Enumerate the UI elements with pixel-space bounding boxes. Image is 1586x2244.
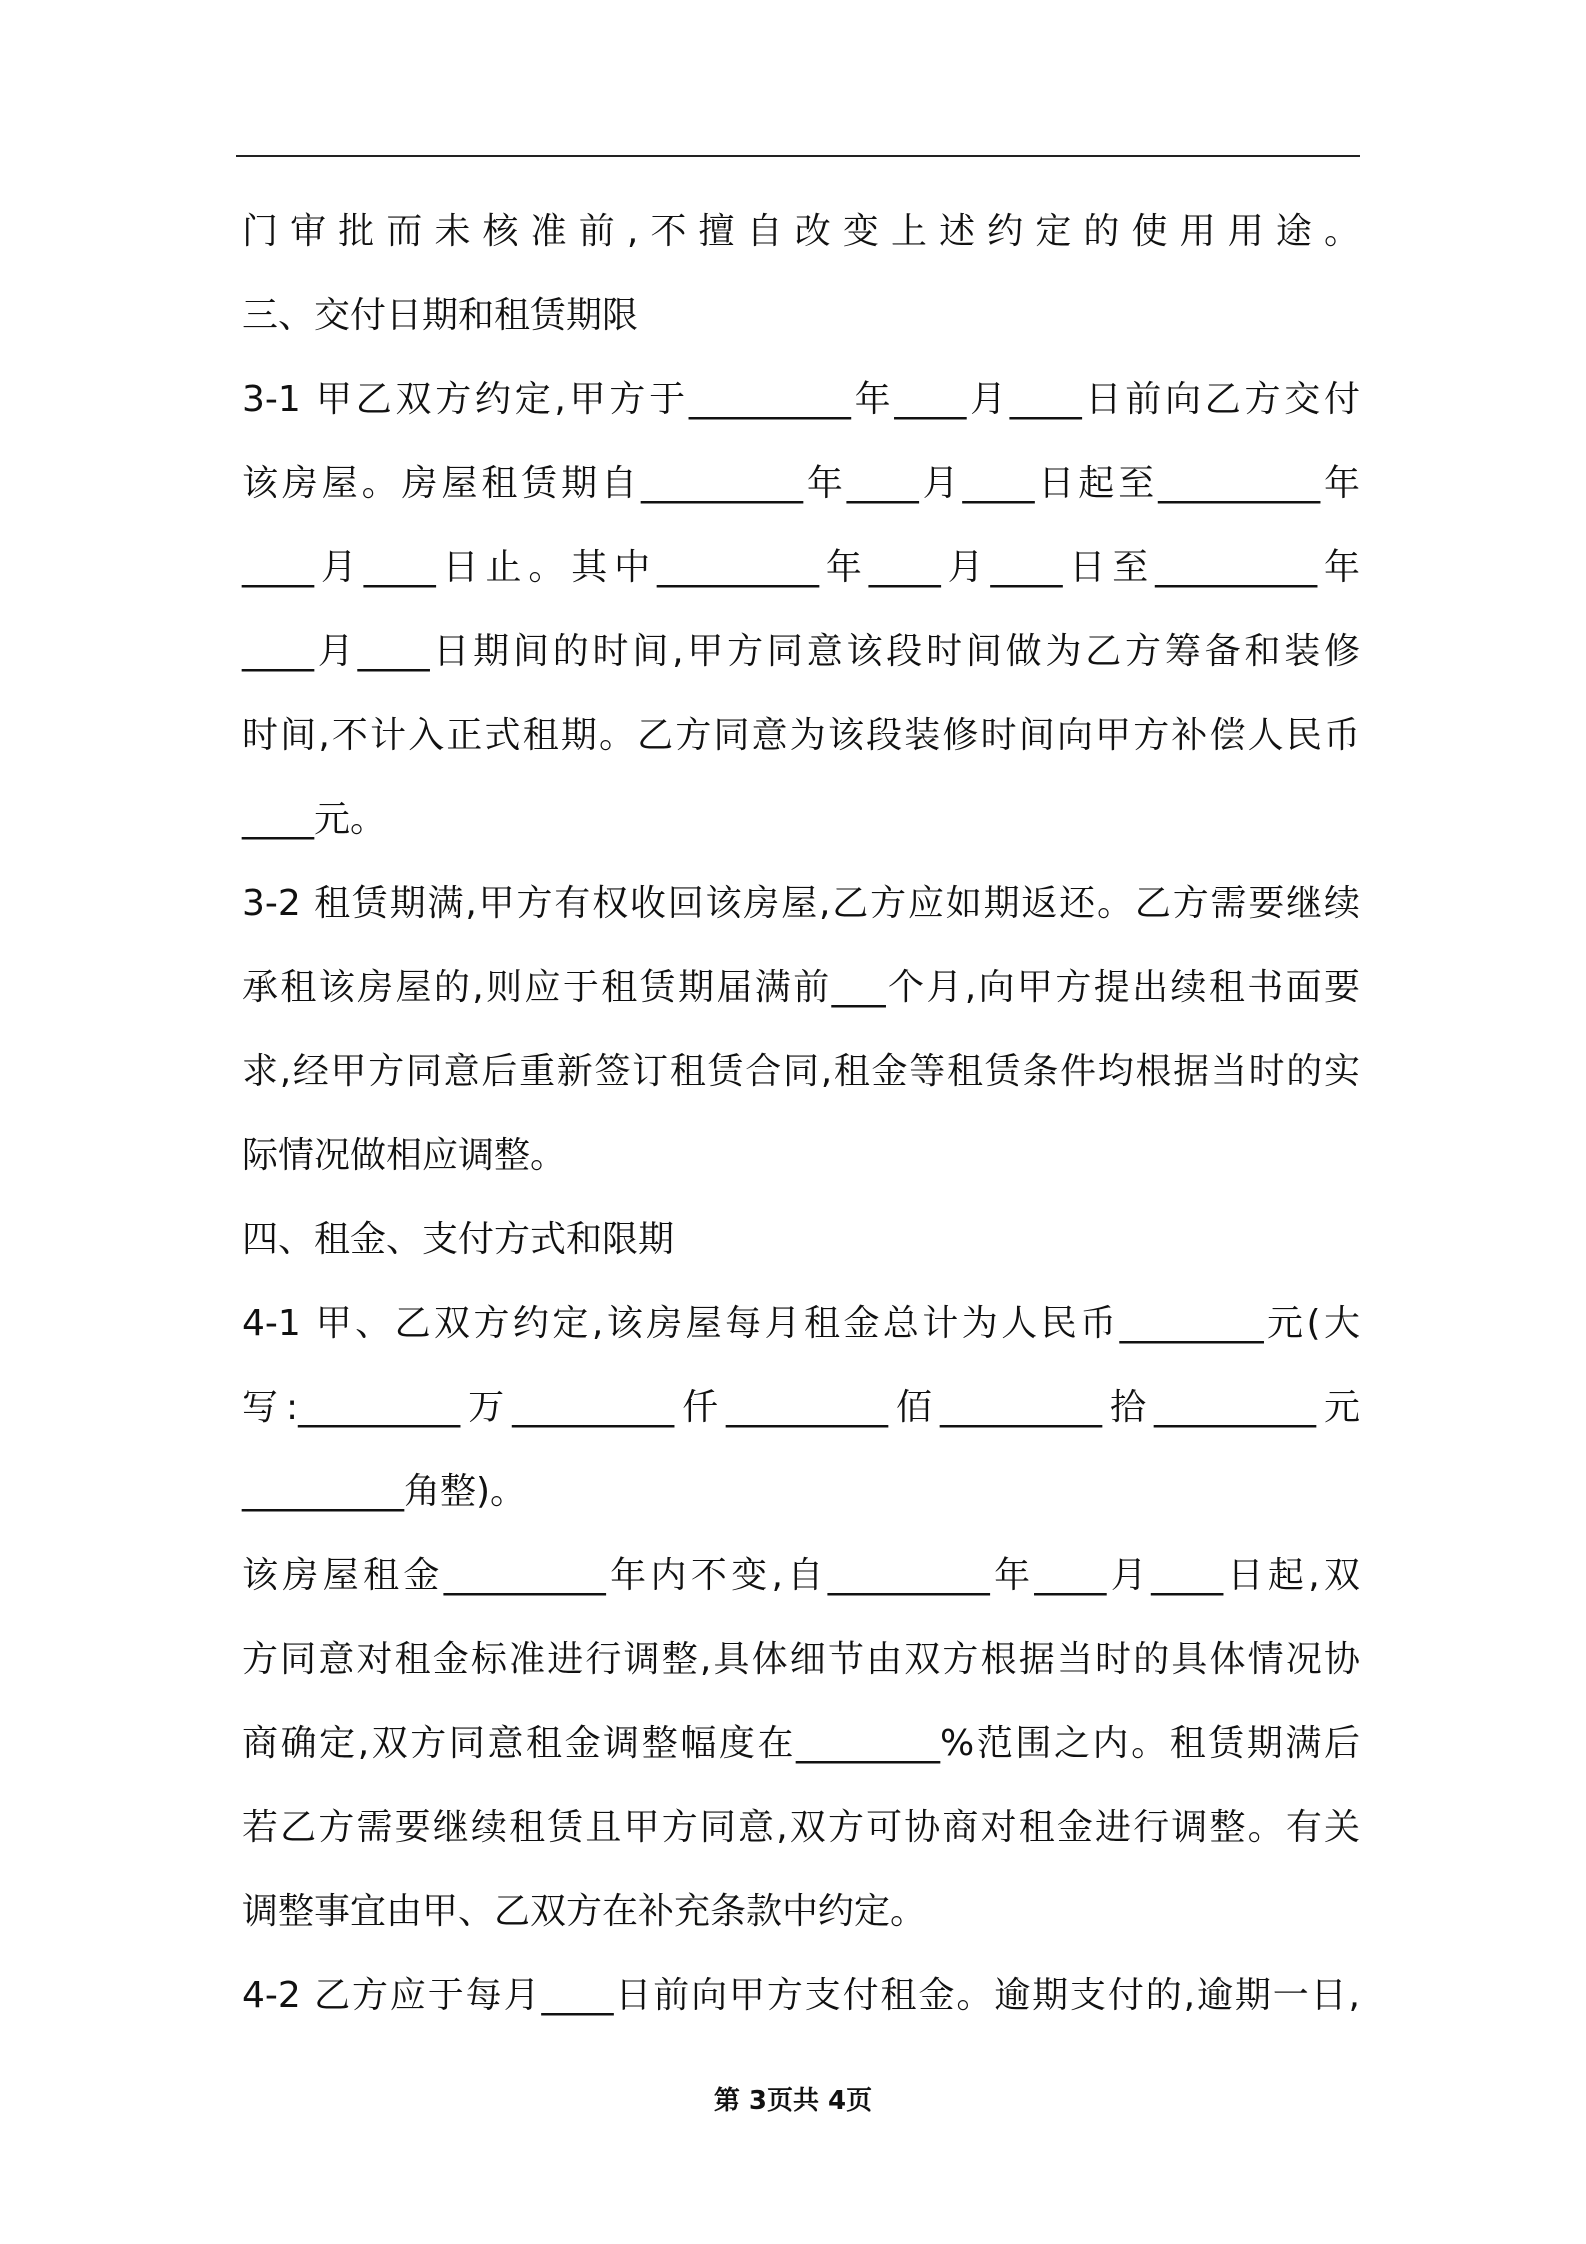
text-line: ____元。 [242,799,387,840]
text-line: 门审批而未核准前,不擅自改变上述约定的使用用途。 [242,211,1360,252]
text-line: 方同意对租金标准进行调整,具体细节由双方根据当时的具体情况协 [242,1639,1360,1680]
section-heading: 四、租金、支付方式和限期 [242,1219,675,1260]
text-line: 该房屋。房屋租赁期自_________年____月____日起至_________年 [242,463,1360,504]
text-line: 商确定,双方同意租金调整幅度在________%范围之内。租赁期满后 [242,1723,1360,1764]
text-line: ____月____日止。其中_________年____月____日至_________年 [242,547,1360,588]
text-line: 时间,不计入正式租期。乙方同意为该段装修时间向甲方补偿人民币 [242,715,1360,756]
text-line: 4-1 甲、乙双方约定,该房屋每月租金总计为人民币________元(大 [242,1303,1360,1344]
text-line: 该房屋租金_________年内不变,自_________年____月____日起,双 [242,1555,1360,1596]
header-rule [236,155,1360,157]
text-line: 承租该房屋的,则应于租赁期届满前___个月,向甲方提出续租书面要 [242,967,1360,1008]
document-body [242,190,1360,2038]
text-line: 3-1 甲乙双方约定,甲方于_________年____月____日前向乙方交付 [242,379,1360,420]
text-line: 若乙方需要继续租赁且甲方同意,双方可协商对租金进行调整。有关 [242,1807,1360,1848]
text-line: 际情况做相应调整。 [242,1135,567,1176]
text-line: ____月____日期间的时间,甲方同意该段时间做为乙方筹备和装修 [242,631,1360,672]
text-line: 调整事宜由甲、乙双方在补充条款中约定。 [242,1891,927,1932]
page-number: 第 3页共 4页 [713,2086,873,2116]
section-heading: 三、交付日期和租赁期限 [242,295,639,336]
text-line: 写:_________万_________仟_________佰_________拾_________元 [242,1387,1360,1428]
text-line: 求,经甲方同意后重新签订租赁合同,租金等租赁条件均根据当时的实 [242,1051,1360,1092]
text-line: _________角整)。 [242,1471,527,1512]
text-line: 3-2 租赁期满,甲方有权收回该房屋,乙方应如期返还。乙方需要继续 [242,883,1360,924]
text-line: 4-2 乙方应于每月____日前向甲方支付租金。逾期支付的,逾期一日, [242,1975,1360,2016]
